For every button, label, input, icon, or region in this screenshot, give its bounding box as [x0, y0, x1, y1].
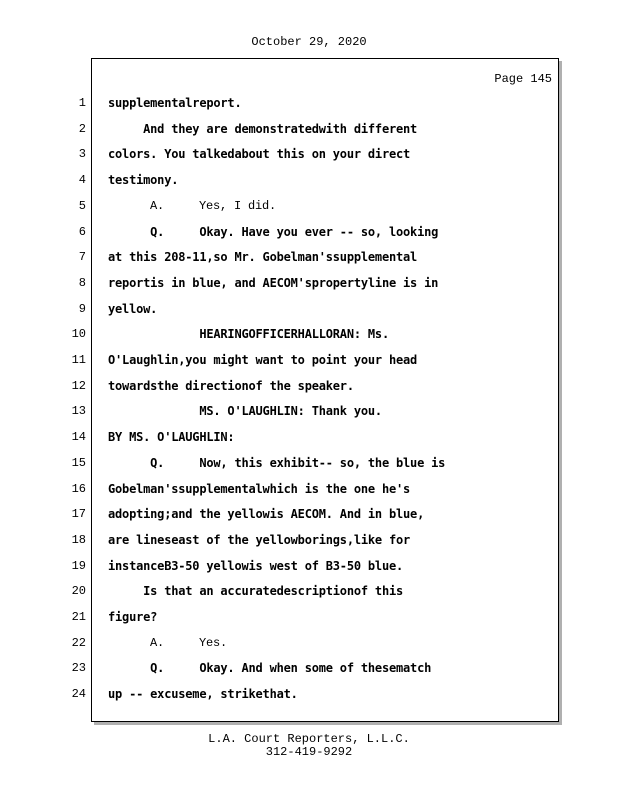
transcript-line: yellow.: [108, 302, 158, 316]
transcript-line: A. Yes, I did.: [108, 199, 277, 213]
line-number: 20: [71, 584, 86, 598]
line-number: 17: [71, 507, 86, 521]
line-number: 6: [78, 225, 86, 239]
transcript-line: adopting;and the yellowis AECOM. And in blue,: [108, 507, 425, 521]
footer-phone: 312-419-9292: [265, 745, 353, 759]
line-number: 13: [71, 404, 86, 418]
transcript-line: testimony.: [108, 173, 179, 187]
line-number: 5: [78, 199, 86, 213]
transcript-date: October 29, 2020: [251, 35, 367, 49]
transcript-line: at this 208-11,so Mr. Gobelman'ssupplemental: [108, 250, 418, 264]
transcript-line: are lineseast of the yellowborings,like for: [108, 533, 411, 547]
transcript-line: MS. O'LAUGHLIN: Thank you.: [108, 404, 382, 418]
transcript-line: O'Laughlin,you might want to point your head: [108, 353, 418, 367]
page-number: Page 145: [494, 72, 552, 86]
transcript-line: reportis in blue, and AECOM'spropertyline is in: [108, 276, 439, 290]
line-number: 19: [71, 559, 86, 573]
line-number: 10: [71, 327, 86, 341]
line-number: 15: [71, 456, 86, 470]
line-number: 18: [71, 533, 86, 547]
line-number: 8: [78, 276, 86, 290]
line-number: 12: [71, 379, 86, 393]
footer-company: L.A. Court Reporters, L.L.C.: [208, 732, 410, 746]
transcript-line: Q. Okay. And when some of thesematch: [108, 661, 432, 675]
transcript-line: colors. You talkedabout this on your direct: [108, 147, 411, 161]
transcript-line: instanceB3-50 yellowis west of B3-50 blue.: [108, 559, 404, 573]
line-number: 2: [78, 122, 86, 136]
line-number: 23: [71, 661, 86, 675]
transcript-line: Is that an accuratedescriptionof this: [108, 584, 404, 598]
transcript-line: HEARINGOFFICERHALLORAN: Ms.: [108, 327, 389, 341]
line-number: 11: [71, 353, 86, 367]
transcript-line: towardsthe directionof the speaker.: [108, 379, 354, 393]
line-number: 22: [71, 636, 86, 650]
line-number: 4: [78, 173, 86, 187]
transcript-line: Gobelman'ssupplementalwhich is the one he's: [108, 482, 411, 496]
line-number: 9: [78, 302, 86, 316]
transcript-line: figure?: [108, 610, 158, 624]
transcript-line: Q. Okay. Have you ever -- so, looking: [108, 225, 439, 239]
line-number: 21: [71, 610, 86, 624]
line-number: 3: [78, 147, 86, 161]
line-number: 14: [71, 430, 86, 444]
line-number: 7: [78, 250, 86, 264]
line-number: 24: [71, 687, 86, 701]
transcript-line: up -- excuseme, strikethat.: [108, 687, 298, 701]
transcript-line: BY MS. O'LAUGHLIN:: [108, 430, 235, 444]
transcript-line: A. Yes.: [108, 636, 228, 650]
transcript-line: And they are demonstratedwith different: [108, 122, 418, 136]
transcript-line: Q. Now, this exhibit-- so, the blue is: [108, 456, 446, 470]
transcript-line: supplementalreport.: [108, 96, 242, 110]
line-number: 16: [71, 482, 86, 496]
line-number: 1: [78, 96, 86, 110]
